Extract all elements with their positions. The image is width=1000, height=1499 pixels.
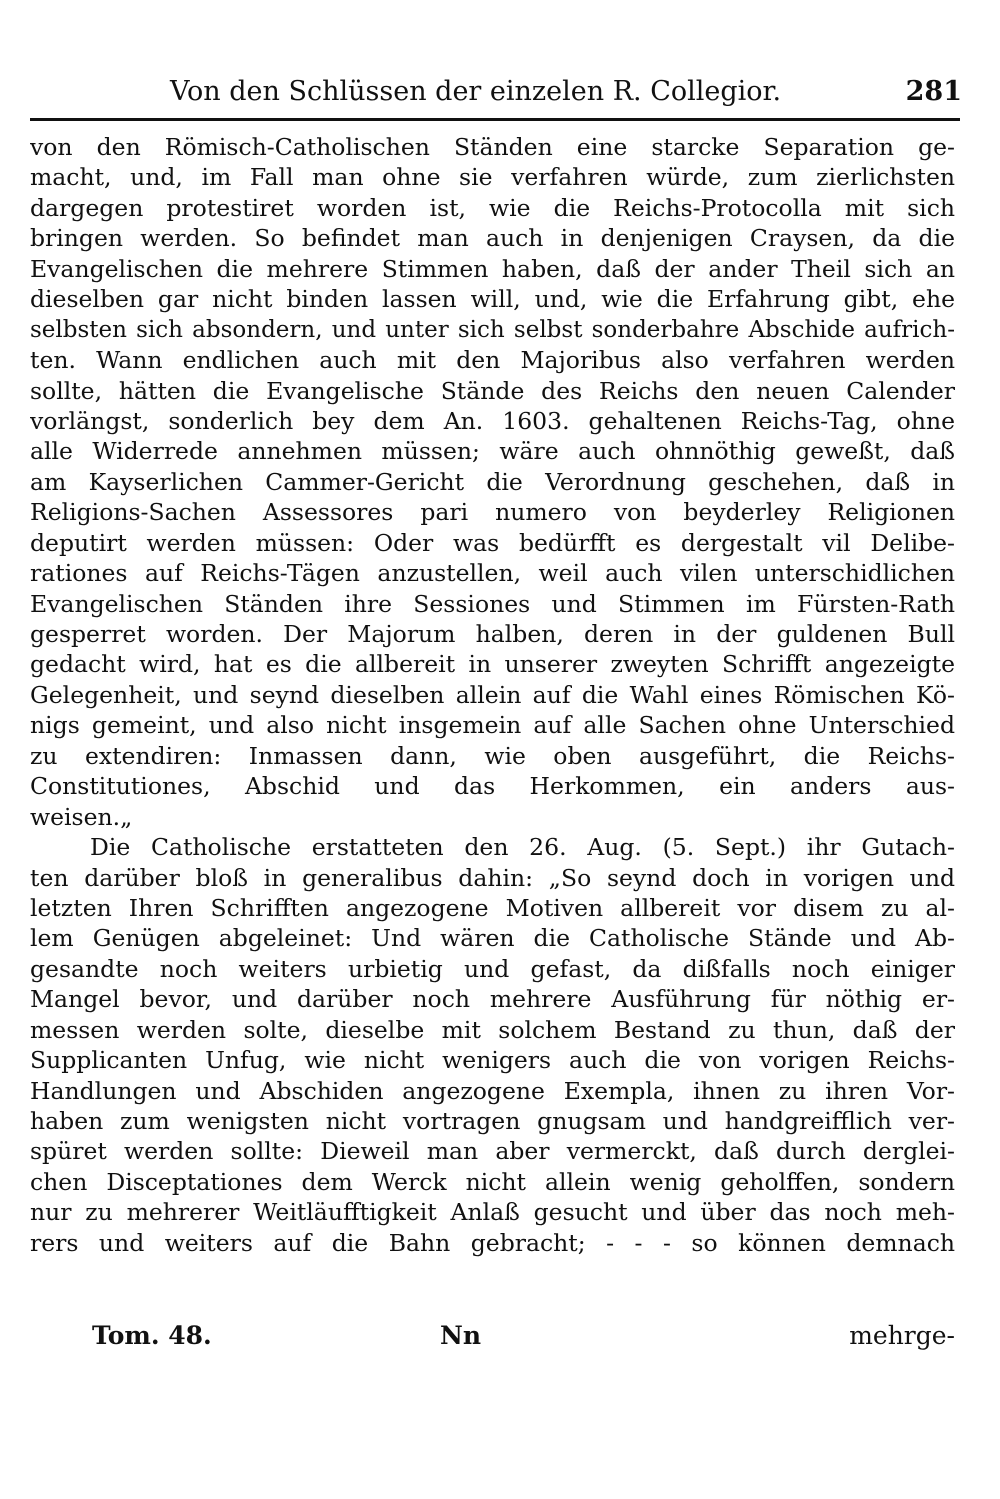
text-line: rationes auf Reichs-Tägen anzustellen, weil auch vilen unterschidlichen [30, 559, 955, 588]
volume-number: Tom. 48. [92, 1321, 212, 1350]
text-line: ten. Wann endlichen auch mit den Majoribus also verfahren werden [30, 346, 955, 375]
text-line: gedacht wird, hat es die allbereit in unserer zweyten Schrifft angezeigte [30, 650, 955, 679]
text-line: messen werden solte, dieselbe mit solchem Bestand zu thun, daß der [30, 1015, 955, 1044]
text-line: macht, und, im Fall man ohne sie verfahren würde, zum zierlichsten [30, 163, 955, 192]
page-number: 281 [905, 76, 962, 107]
header-rule [30, 118, 960, 121]
text-line: nigs gemeint, und also nicht insgemein auf alle Sachen ohne Unterschied [30, 711, 955, 740]
text-line: dieselben gar nicht binden lassen will, und, wie die Erfahrung gibt, ehe [30, 285, 955, 314]
text-line: lem Genügen abgeleinet: Und wären die Catholische Stände und Ab- [30, 924, 955, 953]
text-line: selbsten sich absondern, und unter sich selbst sonderbahre Abschide aufrich- [30, 316, 955, 343]
text-line: Die Catholische erstatteten den 26. Aug. (5. Sept.) ihr Gutach- [90, 833, 955, 862]
text-line: deputirt werden müssen: Oder was bedürfft es dergestalt vil Delibe- [30, 528, 955, 557]
text-line: gesandte noch weiters urbietig und gefast, da dißfalls noch einiger [30, 954, 955, 983]
text-line: Mangel bevor, und darüber noch mehrere Ausführung für nöthig er- [30, 985, 955, 1014]
text-line: haben zum wenigsten nicht vortragen gnugsam und handgreifflich ver- [30, 1107, 955, 1135]
text-line: sollte, hätten die Evangelische Stände des Reichs den neuen Calender [30, 376, 955, 405]
text-line: gesperret worden. Der Majorum halben, deren in der guldenen Bull [30, 620, 955, 648]
text-line: rers und weiters auf die Bahn gebracht; - - - so können demnach [30, 1228, 955, 1257]
text-line: zu extendiren: Inmassen dann, wie oben ausgeführt, die Reichs- [30, 741, 955, 770]
body-text [30, 132, 955, 1258]
page-footer [30, 1318, 955, 1354]
running-head [30, 72, 962, 112]
text-line: letzten Ihren Schrifften angezogene Motiven allbereit vor disem zu al- [30, 893, 955, 922]
text-line: Gelegenheit, und seynd dieselben allein auf die Wahl eines Römischen Kö- [30, 680, 955, 709]
text-line: Evangelischen Ständen ihre Sessiones und Stimmen im Fürsten-Rath [30, 589, 955, 618]
text-line: ten darüber bloß in generalibus dahin: „So seynd doch in vorigen und [30, 863, 955, 892]
text-line: weisen.„ [30, 802, 133, 831]
text-line: von den Römisch-Catholischen Ständen eine starcke Separation ge- [30, 133, 955, 161]
text-line: vorlängst, sonderlich bey dem An. 1603. gehaltenen Reichs-Tag, ohne [30, 406, 955, 435]
text-line: nur zu mehrerer Weitläufftigkeit Anlaß gesucht und über das noch meh- [30, 1198, 955, 1227]
text-line: Religions-Sachen Assessores pari numero von beyderley Religionen [30, 498, 955, 527]
text-line: am Kayserlichen Cammer-Gericht die Verordnung geschehen, daß in [30, 467, 955, 496]
text-line: Evangelischen die mehrere Stimmen haben, daß der ander Theil sich an [30, 254, 955, 283]
signature-mark: Nn [440, 1321, 482, 1350]
text-line: dargegen protestiret worden ist, wie die Reichs-Protocolla mit sich [30, 193, 955, 222]
text-line: chen Disceptationes dem Werck nicht allein wenig geholffen, sondern [30, 1167, 955, 1196]
text-line: spüret werden sollte: Dieweil man aber vermerckt, daß durch derglei- [30, 1137, 955, 1166]
text-line: Handlungen und Abschiden angezogene Exempla, ihnen zu ihren Vor- [30, 1076, 955, 1105]
catchword: mehrge- [849, 1321, 955, 1350]
running-title: Von den Schlüssen der einzelen R. Collegior. [170, 76, 782, 107]
text-line: Supplicanten Unfug, wie nicht wenigers auch die von vorigen Reichs- [30, 1046, 955, 1075]
text-line: bringen werden. So befindet man auch in denjenigen Craysen, da die [30, 224, 955, 253]
text-line: alle Widerrede annehmen müssen; wäre auch ohnnöthig geweßt, daß [30, 437, 955, 466]
text-line: Constitutiones, Abschid und das Herkommen, ein anders aus- [30, 772, 955, 801]
